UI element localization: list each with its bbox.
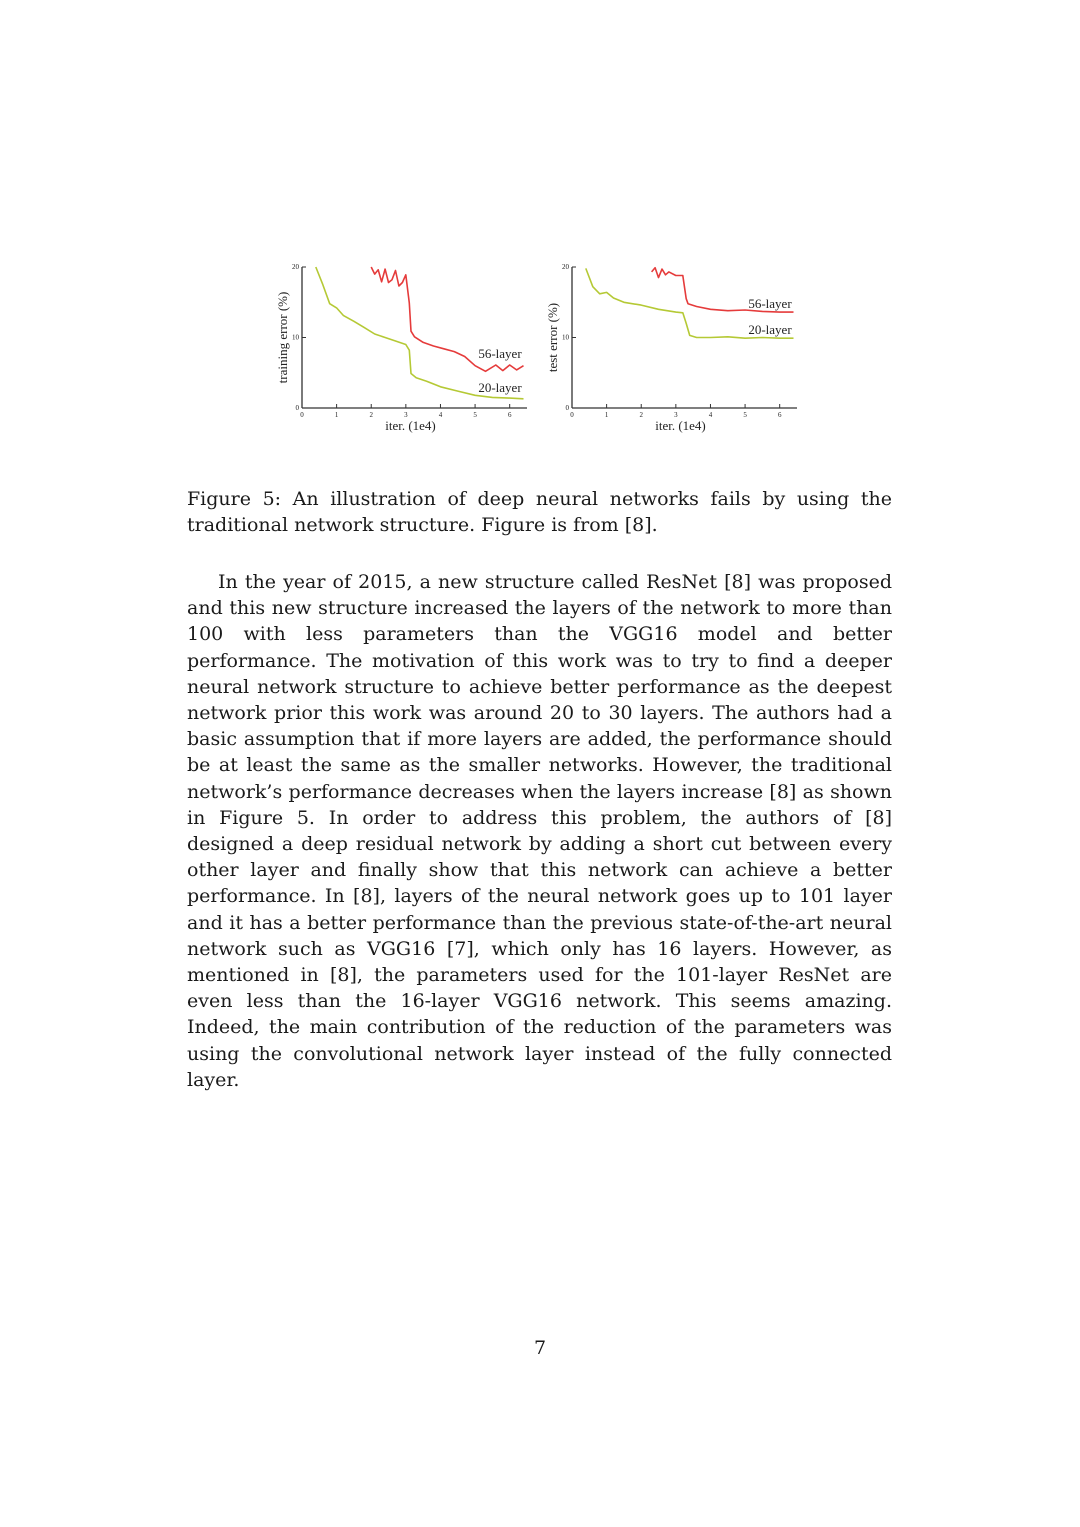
y-tick-label: 10	[292, 333, 299, 342]
x-axis-label: iter. (1e4)	[385, 418, 436, 433]
x-tick-label: 0	[300, 411, 304, 419]
x-tick-label: 5	[743, 411, 747, 419]
training-error-chart	[270, 255, 540, 440]
x-tick-label: 6	[507, 411, 512, 419]
y-tick-label: 10	[562, 333, 569, 342]
y-tick-label: 0	[295, 404, 299, 412]
y-tick-label: 0	[565, 404, 569, 412]
figure-caption: Figure 5: An illustration of deep neural networks fails by using the traditional network structure. Figure is from [8].	[187, 488, 892, 536]
test-error-chart	[540, 255, 810, 440]
body-paragraph: In the year of 2015, a new structure called ResNet [8] was proposed and this new structure increased the layers of the network to more than 100 with less parameters than the VGG16 model and better performance. The motivation of this work was to try to find a deeper neural network structure to achieve better performance as the deepest network prior this work was around 20 to 30 layers. The authors had a basic assumption that if more layers are added, the performance should be at least the same as the smaller networks. However, the traditional network’s performance decreases when the layers increase [8] as shown in Figure 5. In order to address this problem, the authors of [8] designed a deep residual network by adding a short cut between every other layer and finally show that this network can achieve a better performance. In [8], layers of the neural network goes up to 101 layer and it has a better performance than the previous state-of-the-art neural network such as VGG16 [7], which only has 16 layers. However, as mentioned in [8], the parameters used for the 101-layer ResNet are even less than the 16-layer VGG16 network. This seems amazing. Indeed, the main contribution of the reduction of the parameters was using the convolutional network layer instead of the fully connected layer.	[187, 571, 892, 1091]
y-tick-label: 20	[562, 263, 569, 271]
x-tick-label: 2	[639, 411, 643, 419]
x-tick-label: 6	[777, 411, 782, 419]
series-label-20-layer: 20-layer	[748, 322, 792, 337]
x-tick-label: 4	[438, 411, 443, 419]
x-tick-label: 2	[369, 411, 373, 419]
series-label-56-layer: 56-layer	[748, 296, 792, 311]
x-tick-label: 0	[570, 411, 574, 419]
x-tick-label: 1	[604, 411, 609, 419]
y-axis-label: training error (%)	[275, 291, 290, 384]
x-tick-label: 5	[473, 411, 477, 419]
test-error-plot	[540, 255, 810, 440]
x-tick-label: 3	[404, 411, 408, 419]
y-axis-label: test error (%)	[545, 302, 560, 373]
x-tick-label: 3	[674, 411, 678, 419]
x-axis-label: iter. (1e4)	[655, 418, 706, 433]
training-error-plot	[270, 255, 540, 440]
x-tick-label: 1	[334, 411, 339, 419]
series-label-20-layer: 20-layer	[478, 380, 522, 395]
figure-5	[270, 255, 810, 440]
series-label-56-layer: 56-layer	[478, 346, 522, 361]
x-tick-label: 4	[708, 411, 713, 419]
page-number: 7	[533, 1337, 547, 1359]
y-tick-label: 20	[292, 263, 299, 271]
